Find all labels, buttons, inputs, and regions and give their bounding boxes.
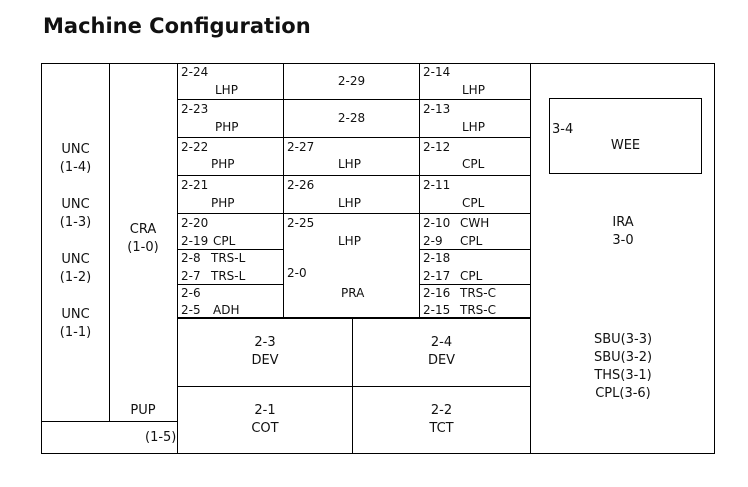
unc-id: (1-1) (59, 325, 92, 340)
unc-name: UNC (61, 252, 90, 267)
unit-id: 2-3 (254, 335, 276, 350)
cell-name: LHP (215, 83, 238, 97)
cell-name: TRS-C (460, 286, 496, 300)
unit-name: DEV (251, 353, 279, 368)
ira-unit-item: CPL(3-6) (595, 386, 651, 401)
ira-unit-item: THS(3-1) (594, 368, 652, 383)
cell-id: 2-22 (181, 140, 209, 154)
cell-name: LHP (338, 196, 361, 210)
row-line-7 (177, 317, 530, 319)
unc-unit-1-1 (48, 306, 103, 342)
cell-id: 2-19 (181, 234, 209, 248)
cell-id: 2-7 (181, 269, 201, 283)
cra-id: (1-0) (127, 240, 159, 255)
cell-id: 2-11 (423, 178, 451, 192)
cell-name: TRS-L (211, 251, 246, 265)
cell-id: 2-8 (181, 251, 201, 265)
row-line-4 (177, 213, 530, 214)
cell-id: 2-6 (181, 286, 201, 300)
dev-unit-2-3 (178, 334, 352, 370)
divider-unc-cra (109, 63, 110, 421)
cell-name: PHP (211, 157, 235, 171)
unit-name: TCT (429, 421, 454, 436)
unc-name: UNC (61, 307, 90, 322)
cell-id: 2-18 (423, 251, 451, 265)
pup-label: PUP (130, 403, 156, 418)
cell-name: CPL (462, 196, 485, 210)
cell-name: CPL (462, 157, 485, 171)
cell-id: 2-13 (423, 102, 451, 116)
dev-unit-2-4 (353, 334, 530, 370)
unc-unit-1-2 (48, 251, 103, 287)
unc-name: UNC (61, 142, 90, 157)
ira-name: IRA (612, 215, 634, 230)
cell-id: 2-10 (423, 216, 451, 230)
unit-id: 2-1 (254, 403, 276, 418)
cell-id: 2-16 (423, 286, 451, 300)
ira-unit-item: SBU(3-3) (593, 332, 653, 347)
cell-name: 2-28 (337, 111, 366, 125)
unc-id: (1-4) (59, 160, 92, 175)
row-line-5-left (177, 249, 283, 250)
ira-id: 3-0 (612, 233, 634, 248)
divider-mid-right (419, 63, 420, 318)
cell-name: LHP (462, 83, 485, 97)
unit-name: DEV (427, 353, 456, 368)
cell-id: 2-15 (423, 303, 451, 317)
row-line-2 (177, 137, 530, 138)
cell-id: 2-23 (181, 102, 209, 116)
cell-name: 2-29 (337, 74, 366, 88)
row-line-5-right (419, 249, 530, 250)
cell-name: CPL (213, 234, 236, 248)
cot-unit-2-1 (178, 402, 352, 438)
unc-id: (1-2) (59, 270, 92, 285)
cell-name: PHP (215, 120, 239, 134)
cell-id: 2-21 (181, 178, 209, 192)
cra-unit (113, 221, 173, 257)
unc-name: UNC (61, 197, 90, 212)
cell-name: PRA (341, 286, 365, 300)
divider-cra-block (177, 63, 178, 454)
divider-pup-port (41, 421, 178, 422)
cell-name: TRS-L (211, 269, 246, 283)
cell-id: 2-9 (423, 234, 443, 248)
cell-id: 2-0 (287, 266, 307, 280)
wee-name: WEE (610, 138, 641, 153)
cell-name: LHP (338, 157, 361, 171)
cell-id: 2-5 (181, 303, 201, 317)
unc-unit-1-3 (48, 196, 103, 232)
cell-id: 2-14 (423, 65, 451, 79)
cell-name: PHP (211, 196, 235, 210)
wee-id: 3-4 (552, 122, 574, 137)
ira-unit-list (531, 331, 715, 403)
ira-unit-item: SBU(3-2) (593, 350, 653, 365)
cell-id: 2-27 (287, 140, 315, 154)
unc-unit-1-4 (48, 141, 103, 177)
page-title: Machine Configuration (43, 14, 311, 38)
cell-id: 2-25 (287, 216, 315, 230)
cell-name: LHP (338, 234, 361, 248)
cell-name: CPL (460, 234, 483, 248)
cell-id: 2-12 (423, 140, 451, 154)
divider-left-mid (283, 63, 284, 318)
tct-unit-2-2 (353, 402, 530, 438)
cell-id: 2-24 (181, 65, 209, 79)
cell-id: 2-17 (423, 269, 451, 283)
row-line-1 (177, 99, 530, 100)
cell-name: LHP (462, 120, 485, 134)
row-line-8 (177, 386, 530, 387)
cell-name: TRS-C (460, 303, 496, 317)
unc-id: (1-3) (59, 215, 92, 230)
cell-name: CWH (460, 216, 490, 230)
row-line-3 (177, 175, 530, 176)
unit-name: COT (251, 421, 279, 436)
port-label: (1-5) (145, 430, 177, 445)
cell-name: CPL (460, 269, 483, 283)
cell-id: 2-26 (287, 178, 315, 192)
row-line-6-left (177, 284, 283, 285)
ira-unit (531, 214, 715, 250)
row-line-6-right (419, 284, 530, 285)
cell-name: ADH (213, 303, 240, 317)
cra-name: CRA (129, 222, 157, 237)
unit-id: 2-4 (430, 335, 453, 350)
cell-id: 2-20 (181, 216, 209, 230)
unit-id: 2-2 (430, 403, 453, 418)
